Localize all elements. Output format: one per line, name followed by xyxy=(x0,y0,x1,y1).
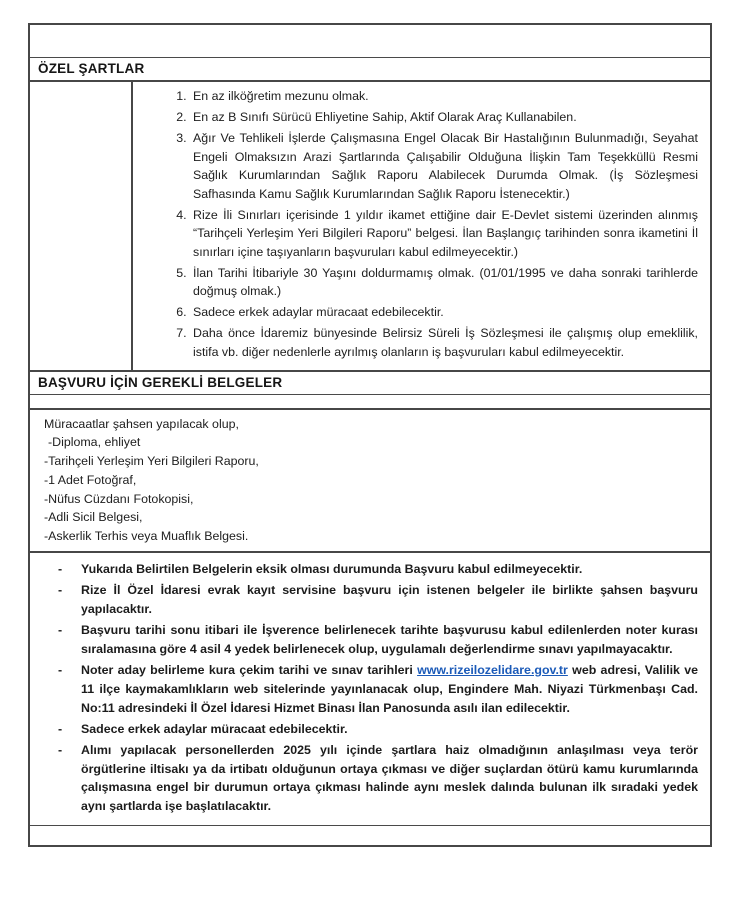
special-conditions-cell xyxy=(133,82,710,370)
note-text: Alımı yapılacak personellerden 2025 yılı içinde şartlara haiz olmadığının anlaşılması veya terör örgütlerine iltisakı ya da irtibatı olduğunun ortaya çıkması ve diğer suçlardan ötürü kamu kurumlarında çalışmasına engel bir durumun ortaya çıkması halinde aynı meslek dalında bulunan ilk sıradaki yedek aynı şartlarda işe başlatılacaktır. xyxy=(81,742,698,814)
section-header-required-documents xyxy=(30,372,710,395)
dash-bullet-icon: - xyxy=(58,663,63,678)
empty-label-cell xyxy=(30,82,133,370)
dash-bullet-icon: - xyxy=(58,562,63,577)
required-documents-cell xyxy=(30,410,710,554)
documents-intro-line: Müracaatlar şahsen yapılacak olup, xyxy=(44,416,239,431)
note-item xyxy=(30,621,698,658)
dash-bullet-icon: - xyxy=(58,742,63,757)
special-conditions-row xyxy=(30,82,710,372)
dash-bullet-icon: - xyxy=(58,583,63,598)
condition-item: 1. En az ilköğretim mezunu olmak. xyxy=(190,87,698,106)
condition-item: 6. Sadece erkek adaylar müracaat edebilecektir. xyxy=(190,303,698,322)
note-text: Yukarıda Belirtilen Belgelerin eksik olması durumunda Başvuru kabul edilmeyecektir. xyxy=(81,562,583,577)
website-link[interactable]: www.rizeilozelidare.gov.tr xyxy=(417,663,568,678)
special-conditions-list xyxy=(133,87,698,361)
note-item xyxy=(30,741,698,816)
note-text-before-link: Noter aday belirleme kura çekim tarihi ve sınav tarihleri xyxy=(81,663,418,678)
note-item xyxy=(30,661,698,717)
empty-row-mid xyxy=(30,395,710,410)
dash-bullet-icon: - xyxy=(58,623,63,638)
note-text-after-link: web adresi, Valilik ve 11 ilçe kaymakamlıkların web sitelerinde yayınlanacak olup, Engindere Mah. Niyazi Türkmenbaşı Cad. No:11 adresindeki İl Özel İdaresi Hizmet Binası İlan Panosunda asılı ilan edilecektir. xyxy=(81,663,698,715)
document-line: -1 Adet Fotoğraf, xyxy=(44,472,137,487)
note-item xyxy=(30,560,698,579)
document-line: -Askerlik Terhis veya Muaflık Belgesi. xyxy=(44,529,249,544)
document-line: -Tarihçeli Yerleşim Yeri Bilgileri Raporu, xyxy=(44,454,259,469)
note-item xyxy=(30,720,698,739)
document-line: -Adli Sicil Belgesi, xyxy=(44,510,143,525)
section-header-special-conditions xyxy=(30,58,710,82)
special-conditions-title: ÖZEL ŞARTLAR xyxy=(38,61,145,76)
note-text: Rize İl Özel İdaresi evrak kayıt servisine başvuru için istenen belgeler ile birlikte şahsen başvuru yapılacaktır. xyxy=(81,583,698,616)
note-text xyxy=(81,663,698,714)
required-documents-title: BAŞVURU İÇİN GEREKLİ BELGELER xyxy=(38,374,283,390)
condition-item: 5. İlan Tarihi İtibariyle 30 Yaşını doldurmamış olmak. (01/01/1995 ve daha sonraki tarihlerde doğmuş olmak.) xyxy=(190,264,698,301)
condition-item: 3. Ağır Ve Tehlikeli İşlerde Çalışmasına Engel Olacak Bir Hastalığının Bulunmadığı, Seyahat Engeli Olmaksızın Arazi Şartlarında Çalışabilir Olduğuna İlişkin Tam Teşekküllü Resmi Sağlık Kurumlarından Sağlık Raporu Alabilecek Durumda Olmak. (İş Sözleşmesi Safhasında Kamu Sağlık Kurumlarından Sağlık Raporu İstenecektir.) xyxy=(190,129,698,203)
document-line: -Nüfus Cüzdanı Fotokopisi, xyxy=(44,491,194,506)
empty-row-top xyxy=(30,25,710,58)
note-text: Başvuru tarihi sonu itibari ile İşverence belirlenecek tarihte başvurusu kabul edilenlerden noter kurası sıralamasına göre 4 asil 4 yedek belirlenecek olup, uygulamalı değerlendirme sınavı yapılmayacaktır. xyxy=(81,623,698,656)
dash-bullet-icon: - xyxy=(58,721,63,736)
document-table xyxy=(28,23,712,847)
notes-cell xyxy=(30,553,710,826)
note-item xyxy=(30,581,698,618)
condition-item: 2. En az B Sınıfı Sürücü Ehliyetine Sahip, Aktif Olarak Araç Kullanabilen. xyxy=(190,108,698,127)
note-text: Sadece erkek adaylar müracaat edebilecektir. xyxy=(81,721,348,736)
condition-item: 4. Rize İli Sınırları içerisinde 1 yıldır ikamet ettiğine dair E-Devlet sistemi üzerinden alınmış “Tarihçeli Yerleşim Yeri Bilgileri Raporu” belgesi. İlan Başlangıç tarihinden sonra ikametini İl sınırları içine taşıyanların başvuruları kabul edilmeyecektir.) xyxy=(190,206,698,262)
document-line: -Diploma, ehliyet xyxy=(48,435,141,450)
condition-item: 7. Daha önce İdaremiz bünyesinde Belirsiz Süreli İş Sözleşmesi ile çalışmış olup emeklilik, istifa vb. diğer nedenlerle ayrılmış olanların iş başvuruları kabul edilmeyecektir. xyxy=(190,324,698,361)
empty-row-bottom xyxy=(30,826,710,845)
